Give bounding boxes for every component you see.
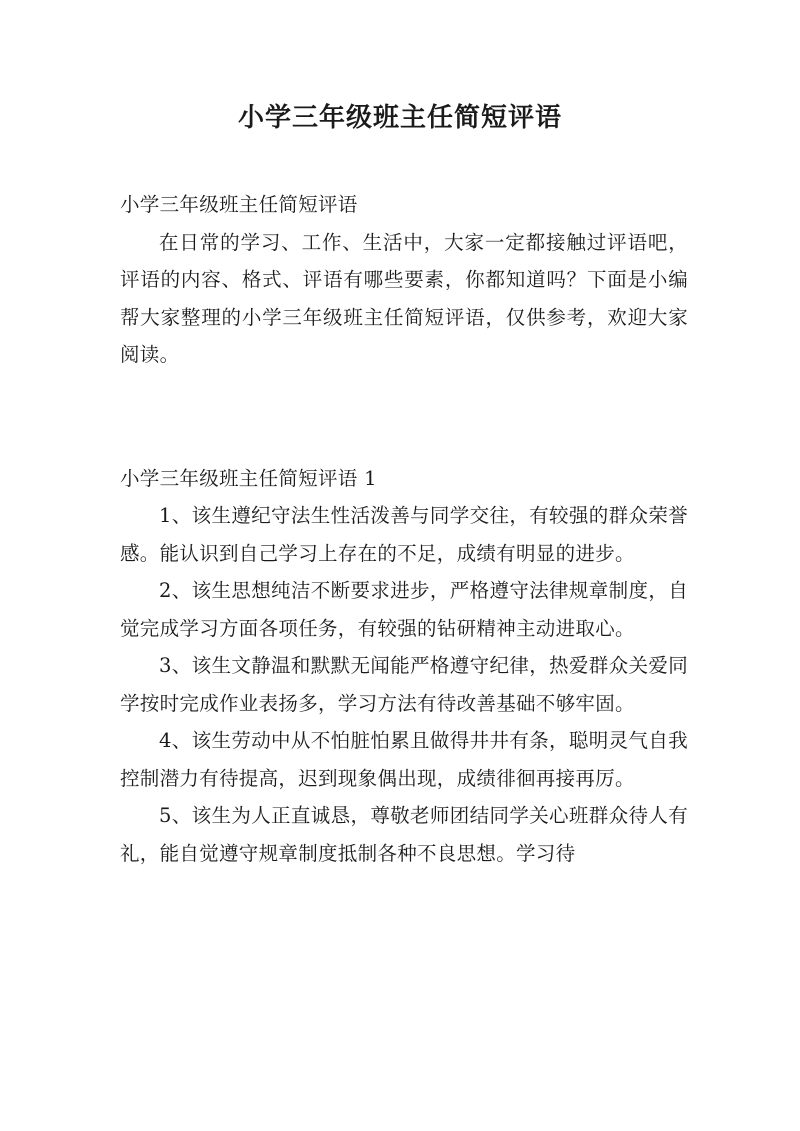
comment-paragraph-2: 2、该生思想纯洁不断要求进步，严格遵守法律规章制度，自觉完成学习方面各项任务，有较强的钻研精神主动进取心。 — [120, 579, 688, 640]
comment-paragraph-4: 4、该生劳动中从不怕脏怕累且做得井井有条，聪明灵气自我控制潜力有待提高，迟到现象偶出现，成绩徘徊再接再厉。 — [120, 729, 688, 790]
document-body — [120, 186, 688, 872]
comment-paragraph-5: 5、该生为人正直诚恳，尊敬老师团结同学关心班群众待人有礼，能自觉遵守规章制度抵制各种不良思想。学习待 — [120, 804, 688, 865]
section-spacer — [120, 374, 688, 460]
comment-paragraph-1: 1、该生遵纪守法生性活泼善与同学交往，有较强的群众荣誉感。能认识到自己学习上存在的不足，成绩有明显的进步。 — [120, 504, 688, 565]
section-heading: 小学三年级班主任简短评语 1 — [120, 466, 377, 490]
intro-heading: 小学三年级班主任简短评语 — [120, 193, 358, 216]
intro-paragraph: 在日常的学习、工作、生活中，大家一定都接触过评语吧，评语的内容、格式、评语有哪些要素，你都知道吗？下面是小编帮大家整理的小学三年级班主任简短评语，仅供参考，欢迎大家阅读。 — [120, 230, 688, 366]
comment-paragraph-3: 3、该生文静温和默默无闻能严格遵守纪律，热爱群众关爱同学按时完成作业表扬多，学习方法有待改善基础不够牢固。 — [120, 654, 688, 715]
document-title: 小学三年级班主任简短评语 — [237, 103, 562, 133]
